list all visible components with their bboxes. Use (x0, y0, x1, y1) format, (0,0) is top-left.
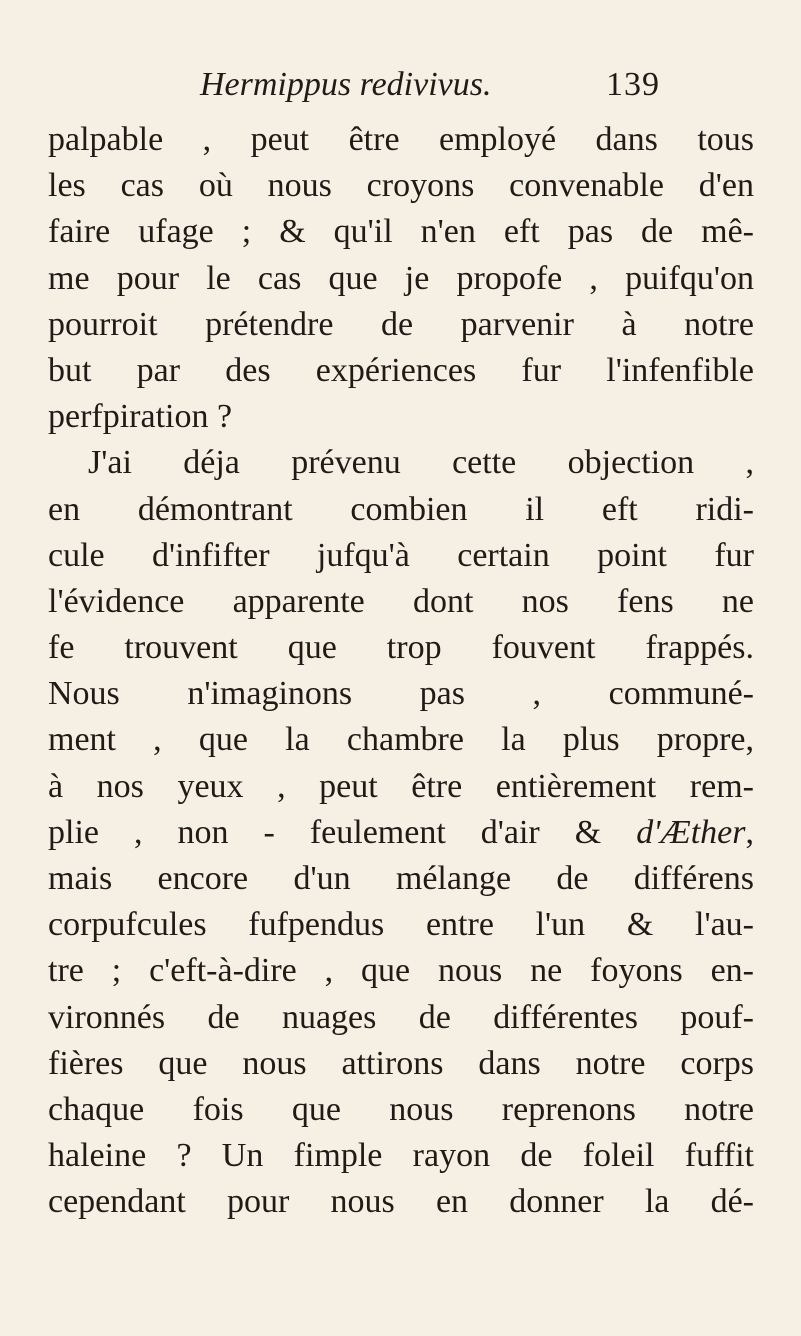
text-line: corpufcules fufpendus entre l'un & l'au- (48, 906, 754, 944)
text-line: mais encore d'un mélange de différens (48, 860, 754, 897)
text-line: l'évidence apparente dont nos fens ne (48, 582, 754, 620)
text-segment: plie , non - feulement d'air & (48, 813, 602, 851)
text-line: haleine ? Un fimple rayon de foleil fuffit (48, 1137, 754, 1175)
running-title: Hermippus redivivus. (200, 66, 492, 103)
text-line: perfpiration ? (48, 398, 233, 436)
text-segment: , (745, 813, 755, 851)
text-line: faire ufage ; & qu'il n'en eft pas de mê- (48, 213, 754, 251)
text-line: fières que nous attirons dans notre corps (48, 1044, 754, 1082)
text-line-with-italic (48, 810, 754, 856)
text-line: J'ai déja prévenu cette objection , (88, 444, 754, 482)
text-line: palpable , peut être employé dans tous (48, 121, 754, 158)
text-line: ment , que la chambre la plus propre, (48, 721, 754, 759)
text-line: tre ; c'eft-à-dire , que nous ne foyons en- (48, 952, 754, 990)
text-line: en démontrant combien il eft ridi- (48, 490, 754, 528)
text-line: à nos yeux , peut être entièrement rem- (48, 767, 754, 805)
body-text (48, 117, 754, 1226)
text-line: chaque fois que nous reprenons notre (48, 1090, 754, 1128)
text-line: but par des expériences fur l'infenfible (48, 351, 754, 389)
running-head (200, 60, 660, 110)
text-line: cule d'infifter jufqu'à certain point fur (48, 536, 754, 574)
text-line: cependant pour nous en donner la dé- (48, 1183, 754, 1221)
text-line: pourroit prétendre de parvenir à notre (48, 305, 754, 343)
italic-word: d'Æther (636, 813, 746, 851)
text-line: me pour le cas que je propofe , puifqu'on (48, 259, 754, 297)
page-number: 139 (606, 66, 660, 103)
text-line: fe trouvent que trop fouvent frappés. (48, 629, 754, 667)
text-line: Nous n'imaginons pas , communé- (48, 675, 754, 713)
text-line: les cas où nous croyons convenable d'en (48, 167, 754, 205)
text-line: vironnés de nuages de différentes pouf- (48, 998, 754, 1036)
